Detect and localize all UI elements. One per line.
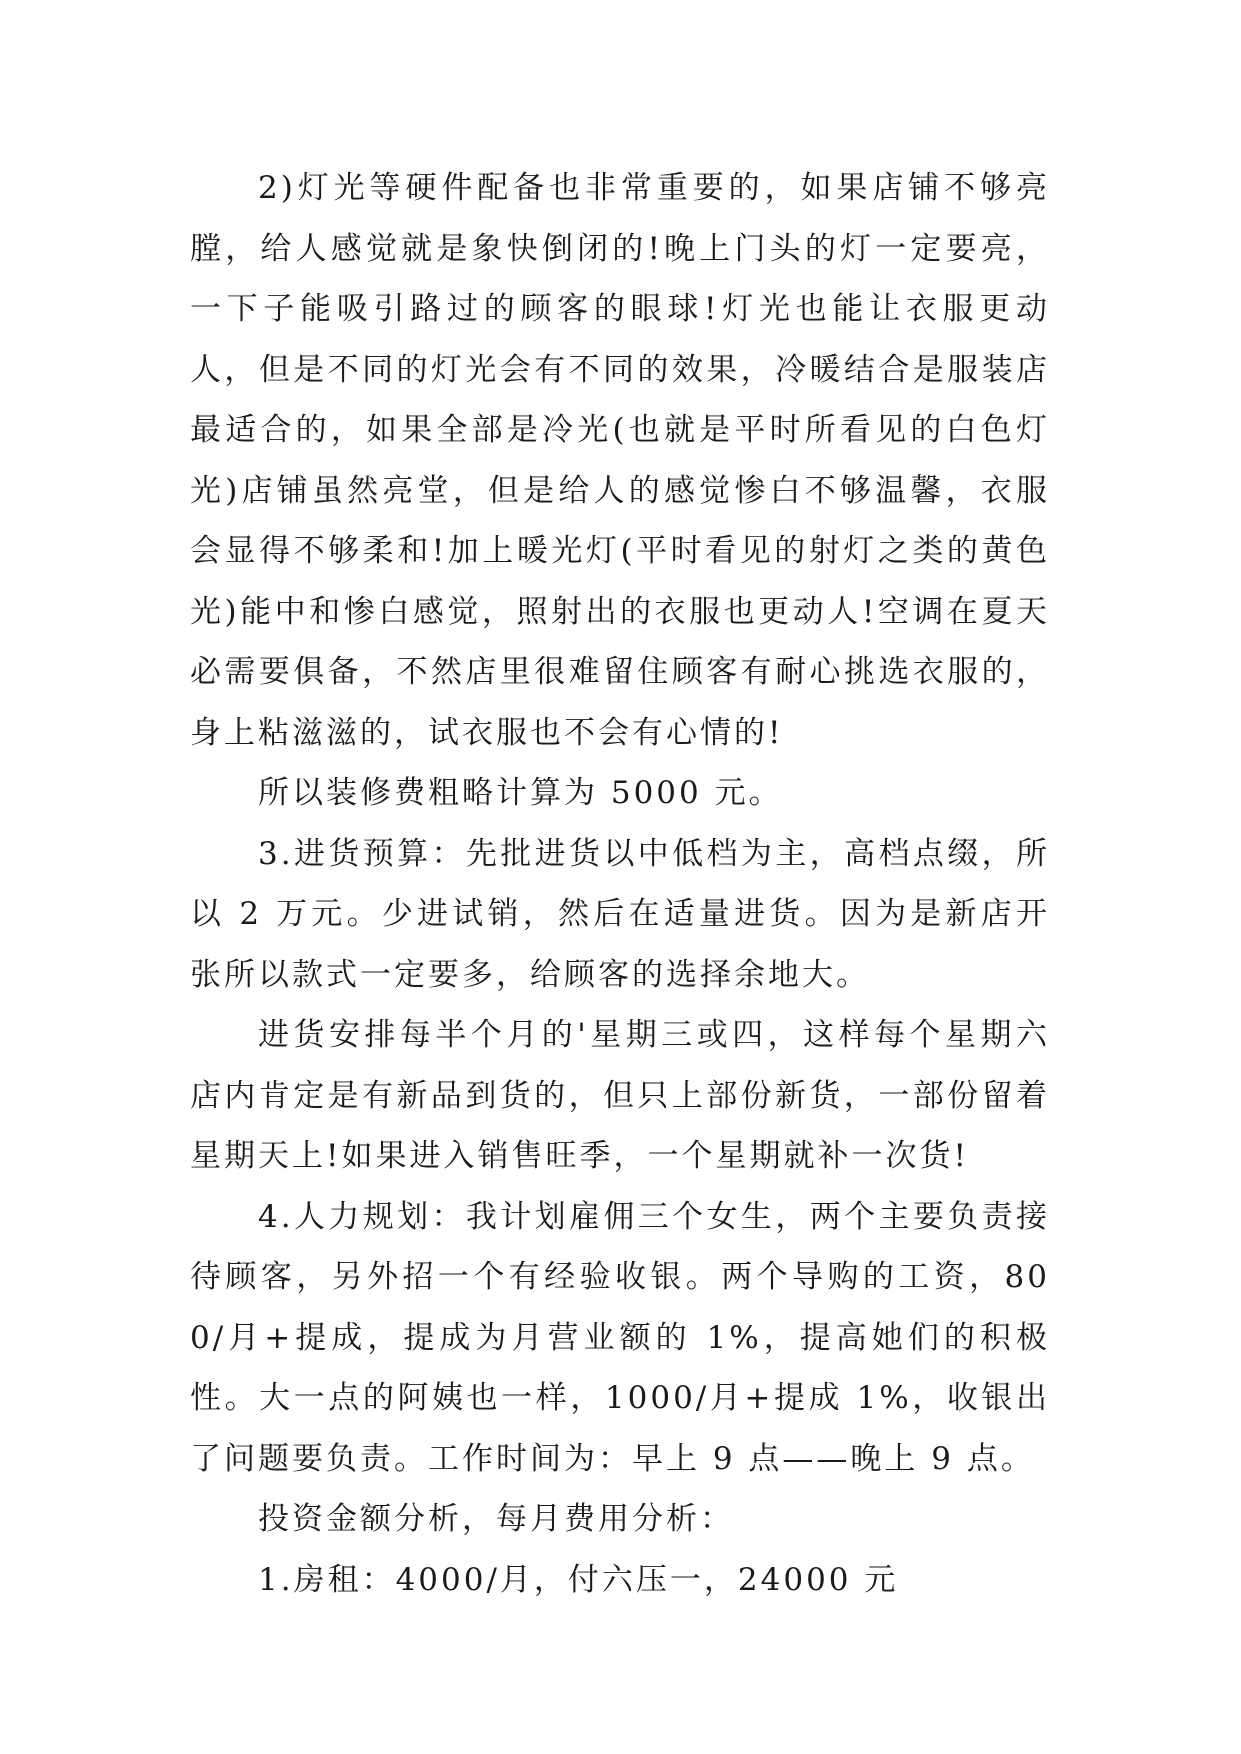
paragraph-stock-budget: 3.进货预算：先批进货以中低档为主，高档点缀，所以 2 万元。少进试销，然后在适量进货。因为是新店开张所以款式一定要多，给顾客的选择余地大。 [190,835,1050,993]
paragraph-rent: 1.房租：4000/月，付六压一，24000 元 [258,1561,899,1598]
paragraph-renovation-cost: 所以装修费粗略计算为 5000 元。 [258,775,783,811]
document-body [190,158,1050,1610]
paragraph-stock-schedule: 进货安排每半个月的'星期三或四，这样每个星期六店内肯定是有新品到货的，但只上部份新货，一部份留着星期天上!如果进入销售旺季，一个星期就补一次货! [190,1017,1050,1174]
paragraph-staffing: 4.人力规划：我计划雇佣三个女生，两个主要负责接待顾客，另外招一个有经验收银。两个导购的工资，800/月+提成，提成为月营业额的 1%，提高她们的积极性。大一点的阿姨也一样，1000/月+提成 1%，收银出了问题要负责。工作时间为：早上 9 点——晚上 9 点。 [190,1198,1050,1477]
paragraph-cost-analysis-heading: 投资金额分析，每月费用分析： [258,1501,734,1537]
paragraph-lighting: 2)灯光等硬件配备也非常重要的，如果店铺不够亮膛，给人感觉就是象快倒闭的!晚上门头的灯一定要亮，一下子能吸引路过的顾客的眼球!灯光也能让衣服更动人，但是不同的灯光会有不同的效果，冷暖结合是服装店最适合的，如果全部是冷光(也就是平时所看见的白色灯光)店铺虽然亮堂，但是给人的感觉惨白不够温馨，衣服会显得不够柔和!加上暖光灯(平时看见的射灯之类的黄色光)能中和惨白感觉，照射出的衣服也更动人!空调在夏天必需要俱备，不然店里很难留住顾客有耐心挑选衣服的，身上粘滋滋的，试衣服也不会有心情的! [190,170,1050,751]
